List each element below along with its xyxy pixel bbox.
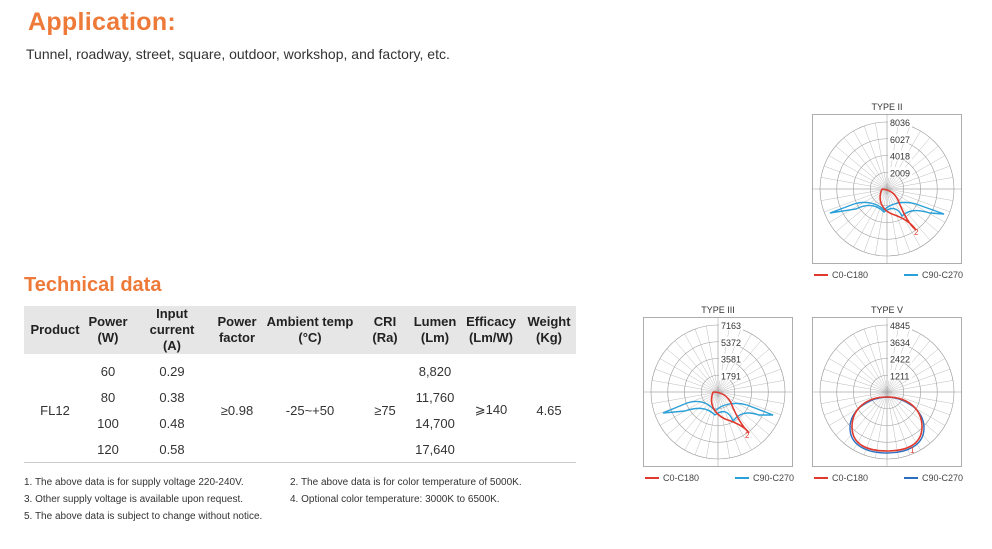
polar-chart-type-ii (812, 114, 962, 264)
cell-power: 60 (100, 363, 116, 379)
cell-weight: 4.65 (536, 402, 562, 418)
spec-table (24, 306, 576, 463)
cell-power: 120 (97, 441, 119, 457)
cell-efficacy: ⩾140 (474, 402, 508, 417)
cell-current: 0.38 (159, 389, 185, 405)
application-title: Application: (28, 8, 177, 36)
spec-header-row (24, 306, 576, 354)
cell-lumen: 14,700 (415, 415, 455, 431)
cell-lumen: 8,820 (418, 363, 452, 379)
legend-label-a: C0-C180 (832, 473, 869, 483)
polar-title-type-v: TYPE V (870, 305, 903, 315)
ring-label: 7163 (721, 321, 742, 331)
polar-title-type-ii: TYPE II (871, 102, 903, 112)
cell-current: 0.48 (159, 415, 185, 431)
header-ambient-temp: Ambient temp (°C) (260, 306, 360, 354)
legend-item-a (814, 270, 868, 280)
cell-current: 0.58 (159, 441, 185, 457)
legend-item-b (904, 270, 963, 280)
note-1: 1. The above data is for supply voltage 220-240V. (24, 477, 244, 488)
legend-swatch-blue (904, 274, 918, 276)
cell-ambient: -25~+50 (285, 402, 335, 418)
cell-lumen: 11,760 (415, 389, 455, 405)
cell-cri: ≥75 (374, 402, 396, 418)
header-cri: CRI (Ra) (360, 306, 410, 354)
header-efficacy: Efficacy (Lm/W) (460, 306, 522, 354)
header-power-factor: Power factor (214, 306, 260, 354)
legend-swatch-blue (735, 477, 749, 479)
ring-label: 2009 (890, 168, 911, 179)
polar-title-type-iii: TYPE III (701, 305, 735, 315)
cell-power-factor: ≥0.98 (220, 402, 254, 418)
table-row (24, 354, 576, 384)
polar-chart-type-v (812, 317, 962, 467)
legend-type-iii (645, 473, 794, 483)
curve-label: 2 (745, 431, 750, 440)
legend-item-b (735, 473, 794, 483)
legend-swatch-red (645, 477, 659, 479)
legend-item-a (645, 473, 699, 483)
ring-label: 5372 (721, 337, 742, 348)
ring-label: 6027 (890, 134, 911, 145)
legend-item-b (904, 473, 963, 483)
ring-label: 8036 (890, 118, 911, 128)
header-power: Power (W) (86, 306, 130, 354)
note-4: 4. Optional color temperature: 3000K to 6500K. (290, 494, 500, 505)
application-text: Tunnel, roadway, street, square, outdoor, workshop, and factory, etc. (26, 46, 450, 62)
header-input-current: Input current (A) (130, 306, 214, 354)
header-weight: Weight (Kg) (522, 306, 576, 354)
ring-label: 3634 (890, 337, 911, 348)
curve-label: 1 (910, 446, 915, 455)
legend-label-b: C90-C270 (922, 270, 964, 280)
polar-chart-type-iii (643, 317, 793, 467)
legend-type-ii (814, 270, 963, 280)
cell-power: 80 (100, 389, 116, 405)
legend-swatch-red (814, 274, 828, 276)
legend-type-v (814, 473, 963, 483)
cell-product: FL12 (40, 402, 70, 418)
technical-data-title: Technical data (24, 274, 162, 296)
legend-item-a (814, 473, 868, 483)
header-product: Product (24, 306, 86, 354)
ring-label: 4845 (890, 321, 911, 331)
legend-label-b: C90-C270 (922, 473, 964, 483)
ring-label: 4018 (890, 151, 911, 162)
legend-swatch-red (814, 477, 828, 479)
note-2: 2. The above data is for color temperature of 5000K. (290, 477, 522, 488)
note-3: 3. Other supply voltage is available upon request. (24, 494, 244, 505)
cell-current: 0.29 (159, 363, 185, 379)
header-lumen: Lumen (Lm) (410, 306, 460, 354)
legend-label-a: C0-C180 (832, 270, 869, 280)
cell-power: 100 (97, 415, 119, 431)
cell-lumen: 17,640 (415, 441, 455, 457)
ring-label: 3581 (721, 354, 742, 365)
ring-label: 2422 (890, 354, 911, 365)
legend-swatch-blue (904, 477, 918, 479)
legend-label-b: C90-C270 (753, 473, 795, 483)
note-5: 5. The above data is subject to change without notice. (24, 511, 263, 522)
ring-label: 1211 (890, 371, 910, 382)
curve-label: 2 (914, 228, 919, 237)
ring-label: 1791 (721, 371, 742, 382)
legend-label-a: C0-C180 (663, 473, 700, 483)
